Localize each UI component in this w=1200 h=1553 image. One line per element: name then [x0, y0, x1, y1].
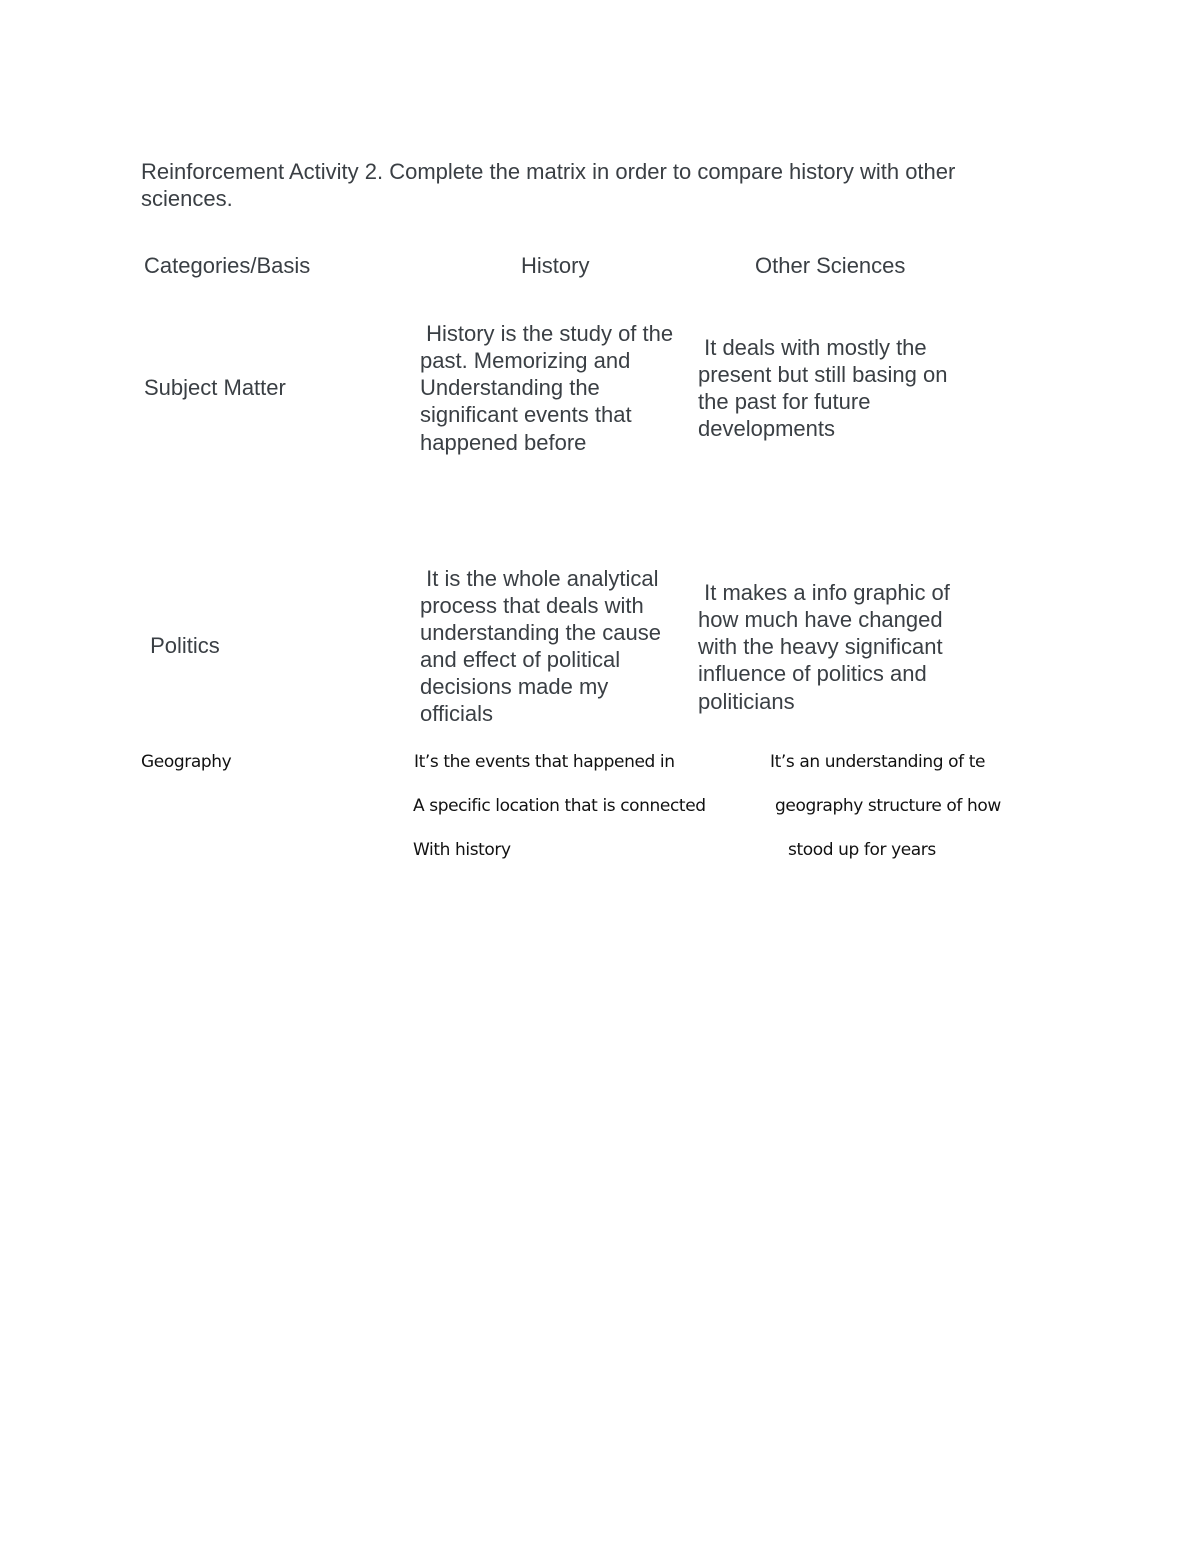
row-category-politics: Politics — [144, 633, 220, 658]
cell-line: stood up for years — [788, 840, 936, 860]
cell-line: It’s the events that happened in — [414, 752, 675, 772]
cell-line: It deals with mostly the — [698, 335, 927, 360]
cell-line: Understanding the — [420, 375, 600, 400]
header-categories: Categories/Basis — [144, 253, 311, 278]
cell-line: happened before — [420, 430, 587, 455]
cell-line: decisions made my — [420, 674, 609, 699]
cell-line: understanding the cause — [420, 620, 661, 645]
cell-line: History is the study of the — [420, 321, 674, 346]
cell-line: developments — [698, 416, 835, 441]
row-category-subject-matter: Subject Matter — [144, 375, 286, 400]
activity-title: Reinforcement Activity 2. Complete the matrix in order to compare history with other sciences. — [141, 159, 956, 211]
cell-line: how much have changed — [698, 607, 943, 632]
cell-line: process that deals with — [420, 593, 644, 618]
cell-line: With history — [413, 840, 511, 860]
cell-line: past. Memorizing and — [420, 348, 631, 373]
cell-line: and effect of political — [420, 647, 621, 672]
cell-line: the past for future — [698, 389, 871, 414]
cell-line: politicians — [698, 689, 795, 714]
cell-line: officials — [420, 701, 493, 726]
cell-line: geography structure of how — [775, 796, 1001, 816]
cell-line: A specific location that is connected — [413, 796, 706, 816]
cell-line: with the heavy significant — [698, 634, 943, 659]
cell-line: influence of politics and — [698, 661, 927, 686]
cell-line: It’s an understanding of te — [770, 752, 986, 772]
cell-line: present but still basing on — [698, 362, 948, 387]
row-category-geography: Geography — [141, 752, 232, 772]
cell-line: It makes a info graphic of — [698, 580, 950, 605]
header-other-sciences: Other Sciences — [755, 253, 906, 278]
cell-line: It is the whole analytical — [420, 566, 659, 591]
cell-line: significant events that — [420, 402, 632, 427]
header-history: History — [521, 253, 590, 278]
